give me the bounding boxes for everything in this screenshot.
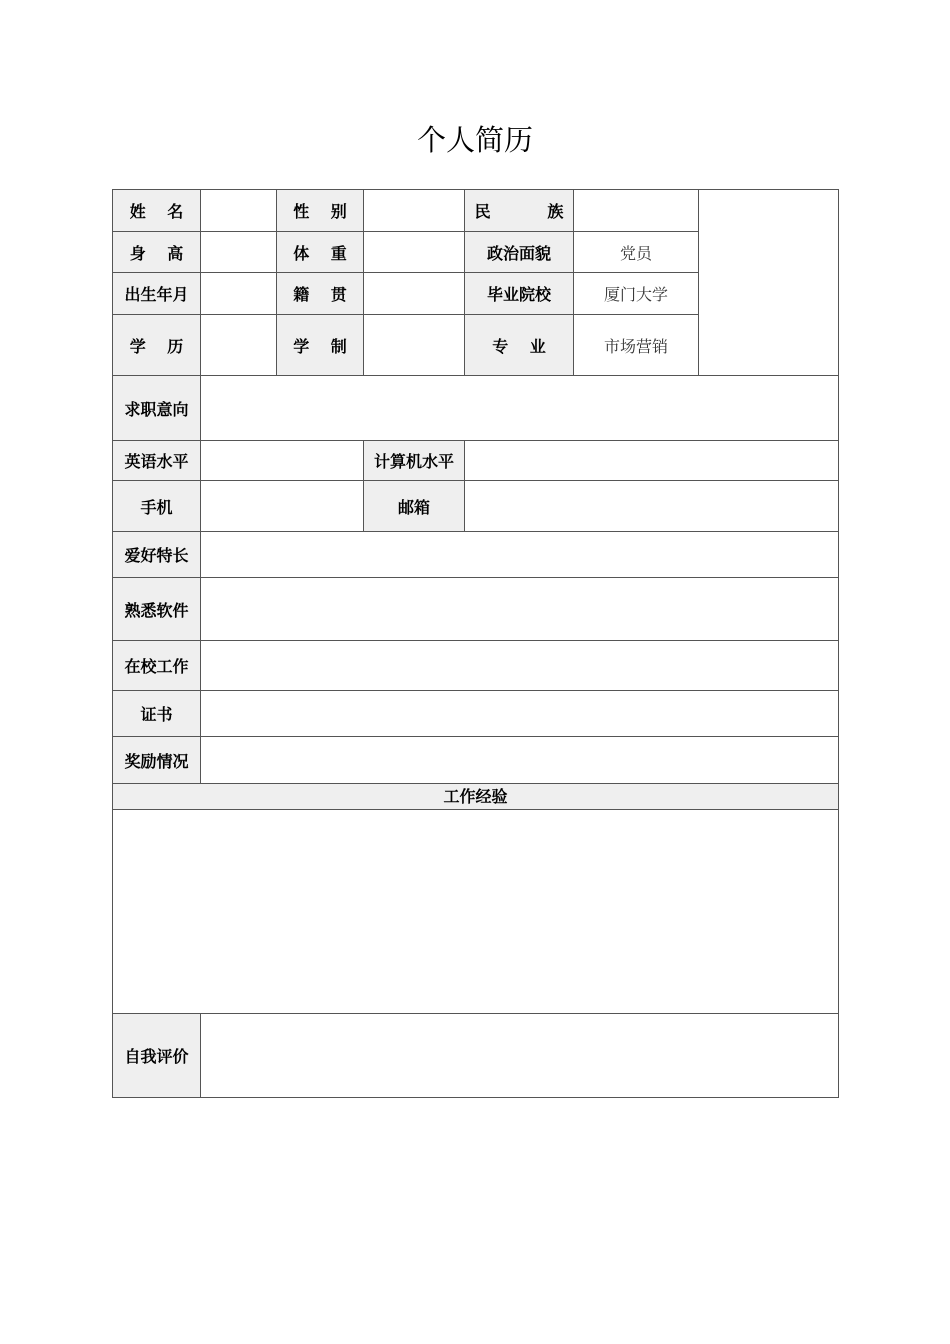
name-label: 姓 名 xyxy=(113,190,201,232)
weight-value[interactable] xyxy=(364,232,465,273)
major-value[interactable]: 市场营销 xyxy=(574,315,699,376)
mobile-label: 手机 xyxy=(113,481,201,532)
weight-label: 体 重 xyxy=(277,232,364,273)
native-place-label: 籍 贯 xyxy=(277,273,364,315)
software-label: 熟悉软件 xyxy=(113,578,201,641)
gender-value[interactable] xyxy=(364,190,465,232)
ethnicity-value[interactable] xyxy=(574,190,699,232)
mobile-value[interactable] xyxy=(201,481,364,532)
ethnicity-label: 民 族 xyxy=(465,190,574,232)
computer-level-label: 计算机水平 xyxy=(364,441,465,481)
gender-label: 性 别 xyxy=(277,190,364,232)
job-intention-label: 求职意向 xyxy=(113,376,201,441)
birth-date-value[interactable] xyxy=(201,273,277,315)
hobbies-value[interactable] xyxy=(201,532,839,578)
name-value[interactable] xyxy=(201,190,277,232)
native-place-value[interactable] xyxy=(364,273,465,315)
page-title: 个人简历 xyxy=(416,123,533,157)
self-evaluation-label: 自我评价 xyxy=(113,1014,201,1098)
work-experience-header: 工作经验 xyxy=(113,784,839,810)
email-label: 邮箱 xyxy=(364,481,465,532)
job-intention-value[interactable] xyxy=(201,376,839,441)
self-evaluation-value[interactable] xyxy=(201,1014,839,1098)
awards-value[interactable] xyxy=(201,737,839,784)
schooling-length-value[interactable] xyxy=(364,315,465,376)
education-value[interactable] xyxy=(201,315,277,376)
certificates-value[interactable] xyxy=(201,691,839,737)
english-level-value[interactable] xyxy=(201,441,364,481)
political-status-label: 政治面貌 xyxy=(465,232,574,273)
campus-work-value[interactable] xyxy=(201,641,839,691)
work-experience-value[interactable] xyxy=(113,810,839,1014)
campus-work-label: 在校工作 xyxy=(113,641,201,691)
software-value[interactable] xyxy=(201,578,839,641)
computer-level-value[interactable] xyxy=(465,441,839,481)
photo-cell[interactable] xyxy=(699,190,839,376)
hobbies-label: 爱好特长 xyxy=(113,532,201,578)
birth-date-label: 出生年月 xyxy=(113,273,201,315)
school-label: 毕业院校 xyxy=(465,273,574,315)
height-label: 身 高 xyxy=(113,232,201,273)
email-value[interactable] xyxy=(465,481,839,532)
height-value[interactable] xyxy=(201,232,277,273)
major-label: 专 业 xyxy=(465,315,574,376)
political-status-value[interactable]: 党员 xyxy=(574,232,699,273)
certificates-label: 证书 xyxy=(113,691,201,737)
education-label: 学 历 xyxy=(113,315,201,376)
schooling-length-label: 学 制 xyxy=(277,315,364,376)
school-value[interactable]: 厦门大学 xyxy=(574,273,699,315)
awards-label: 奖励情况 xyxy=(113,737,201,784)
resume-table xyxy=(112,189,839,1098)
english-level-label: 英语水平 xyxy=(113,441,201,481)
